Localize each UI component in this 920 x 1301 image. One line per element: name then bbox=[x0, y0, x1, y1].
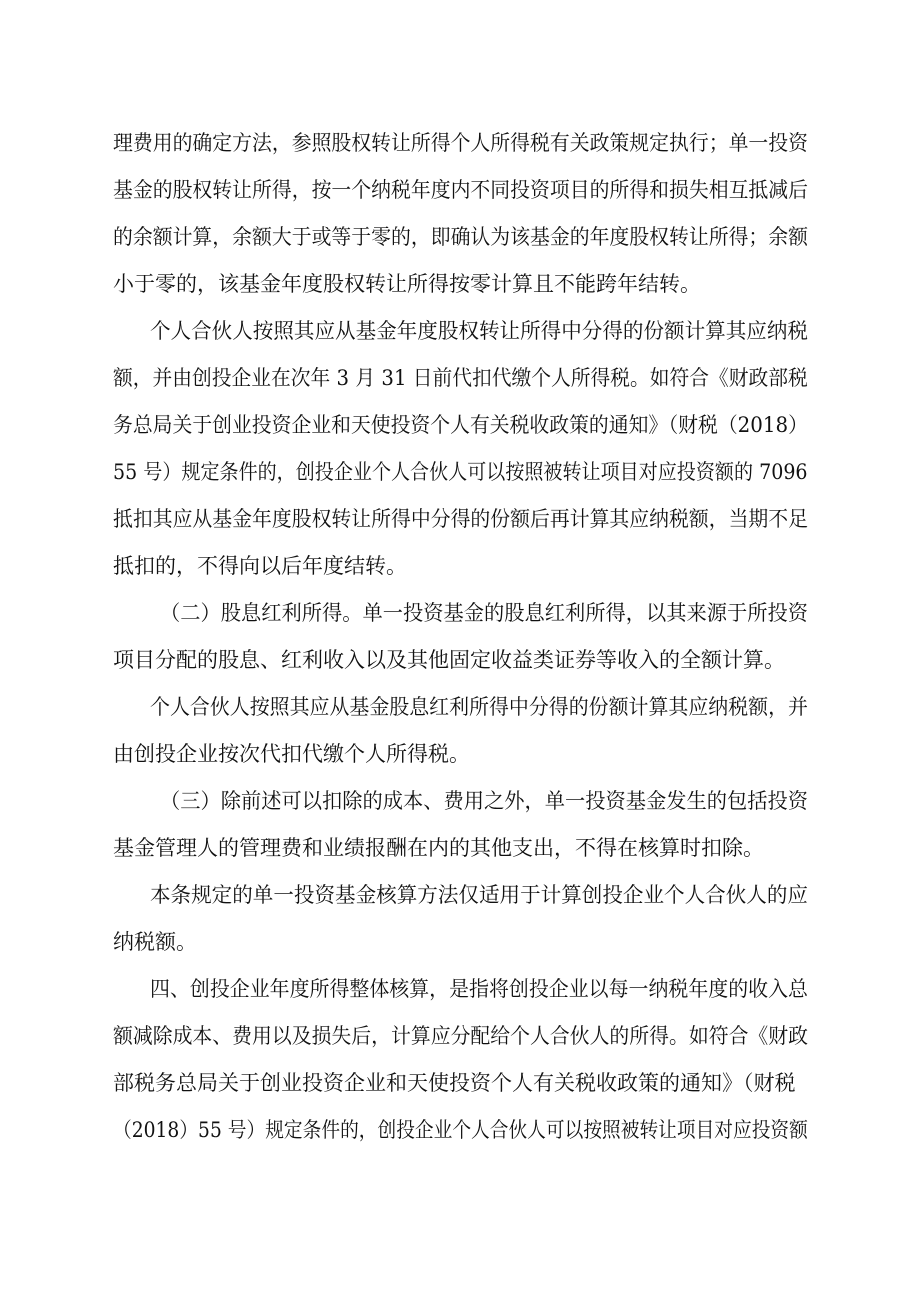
text-line: 理费用的确定方法，参照股权转让所得个人所得税有关政策规定执行；单一投资 bbox=[113, 131, 808, 155]
text-line: 基金管理人的管理费和业绩报酬在内的其他支出，不得在核算时扣除。 bbox=[113, 836, 764, 860]
text-line: 额，并由创投企业在次年 3 月 31 日前代扣代缴个人所得税。如符合《财政部税 bbox=[113, 366, 808, 390]
text-line: 由创投企业按次代扣代缴个人所得税。 bbox=[113, 742, 470, 766]
text-line: 基金的股权转让所得，按一个纳税年度内不同投资项目的所得和损失相互抵减后 bbox=[113, 178, 808, 202]
text-line: 纳税额。 bbox=[113, 930, 197, 954]
text-line: 抵扣的，不得向以后年度结转。 bbox=[113, 554, 407, 578]
text-line: 个人合伙人按照其应从基金年度股权转让所得中分得的份额计算其应纳税 bbox=[150, 319, 808, 343]
text-line: 的余额计算，余额大于或等于零的，即确认为该基金的年度股权转让所得；余额 bbox=[113, 225, 808, 249]
text-line: 四、创投企业年度所得整体核算，是指将创投企业以每一纳税年度的收入总 bbox=[150, 977, 808, 1001]
text-line: （2018）55 号）规定条件的，创投企业个人合伙人可以按照被转让项目对应投资额 bbox=[113, 1118, 808, 1142]
text-line: 项目分配的股息、红利收入以及其他固定收益类证券等收入的全额计算。 bbox=[113, 648, 785, 672]
text-line: 本条规定的单一投资基金核算方法仅适用于计算创投企业个人合伙人的应 bbox=[150, 883, 808, 907]
text-line: （三）除前述可以扣除的成本、费用之外，单一投资基金发生的包括投资 bbox=[160, 789, 808, 813]
text-line: 55 号）规定条件的，创投企业个人合伙人可以按照被转让项目对应投资额的 7096 bbox=[113, 460, 808, 484]
text-line: （二）股息红利所得。单一投资基金的股息红利所得，以其来源于所投资 bbox=[160, 601, 808, 625]
text-line: 抵扣其应从基金年度股权转让所得中分得的份额后再计算其应纳税额，当期不足 bbox=[113, 507, 808, 531]
text-line: 小于零的，该基金年度股权转让所得按零计算且不能跨年结转。 bbox=[113, 272, 701, 296]
text-line: 务总局关于创业投资企业和天使投资个人有关税收政策的通知》（财税（2018） bbox=[113, 413, 808, 437]
text-line: 个人合伙人按照其应从基金股息红利所得中分得的份额计算其应纳税额，并 bbox=[150, 695, 808, 719]
text-line: 部税务总局关于创业投资企业和天使投资个人有关税收政策的通知》（财税 bbox=[113, 1071, 796, 1095]
text-line: 额减除成本、费用以及损失后，计算应分配给个人合伙人的所得。如符合《财政 bbox=[113, 1024, 808, 1048]
